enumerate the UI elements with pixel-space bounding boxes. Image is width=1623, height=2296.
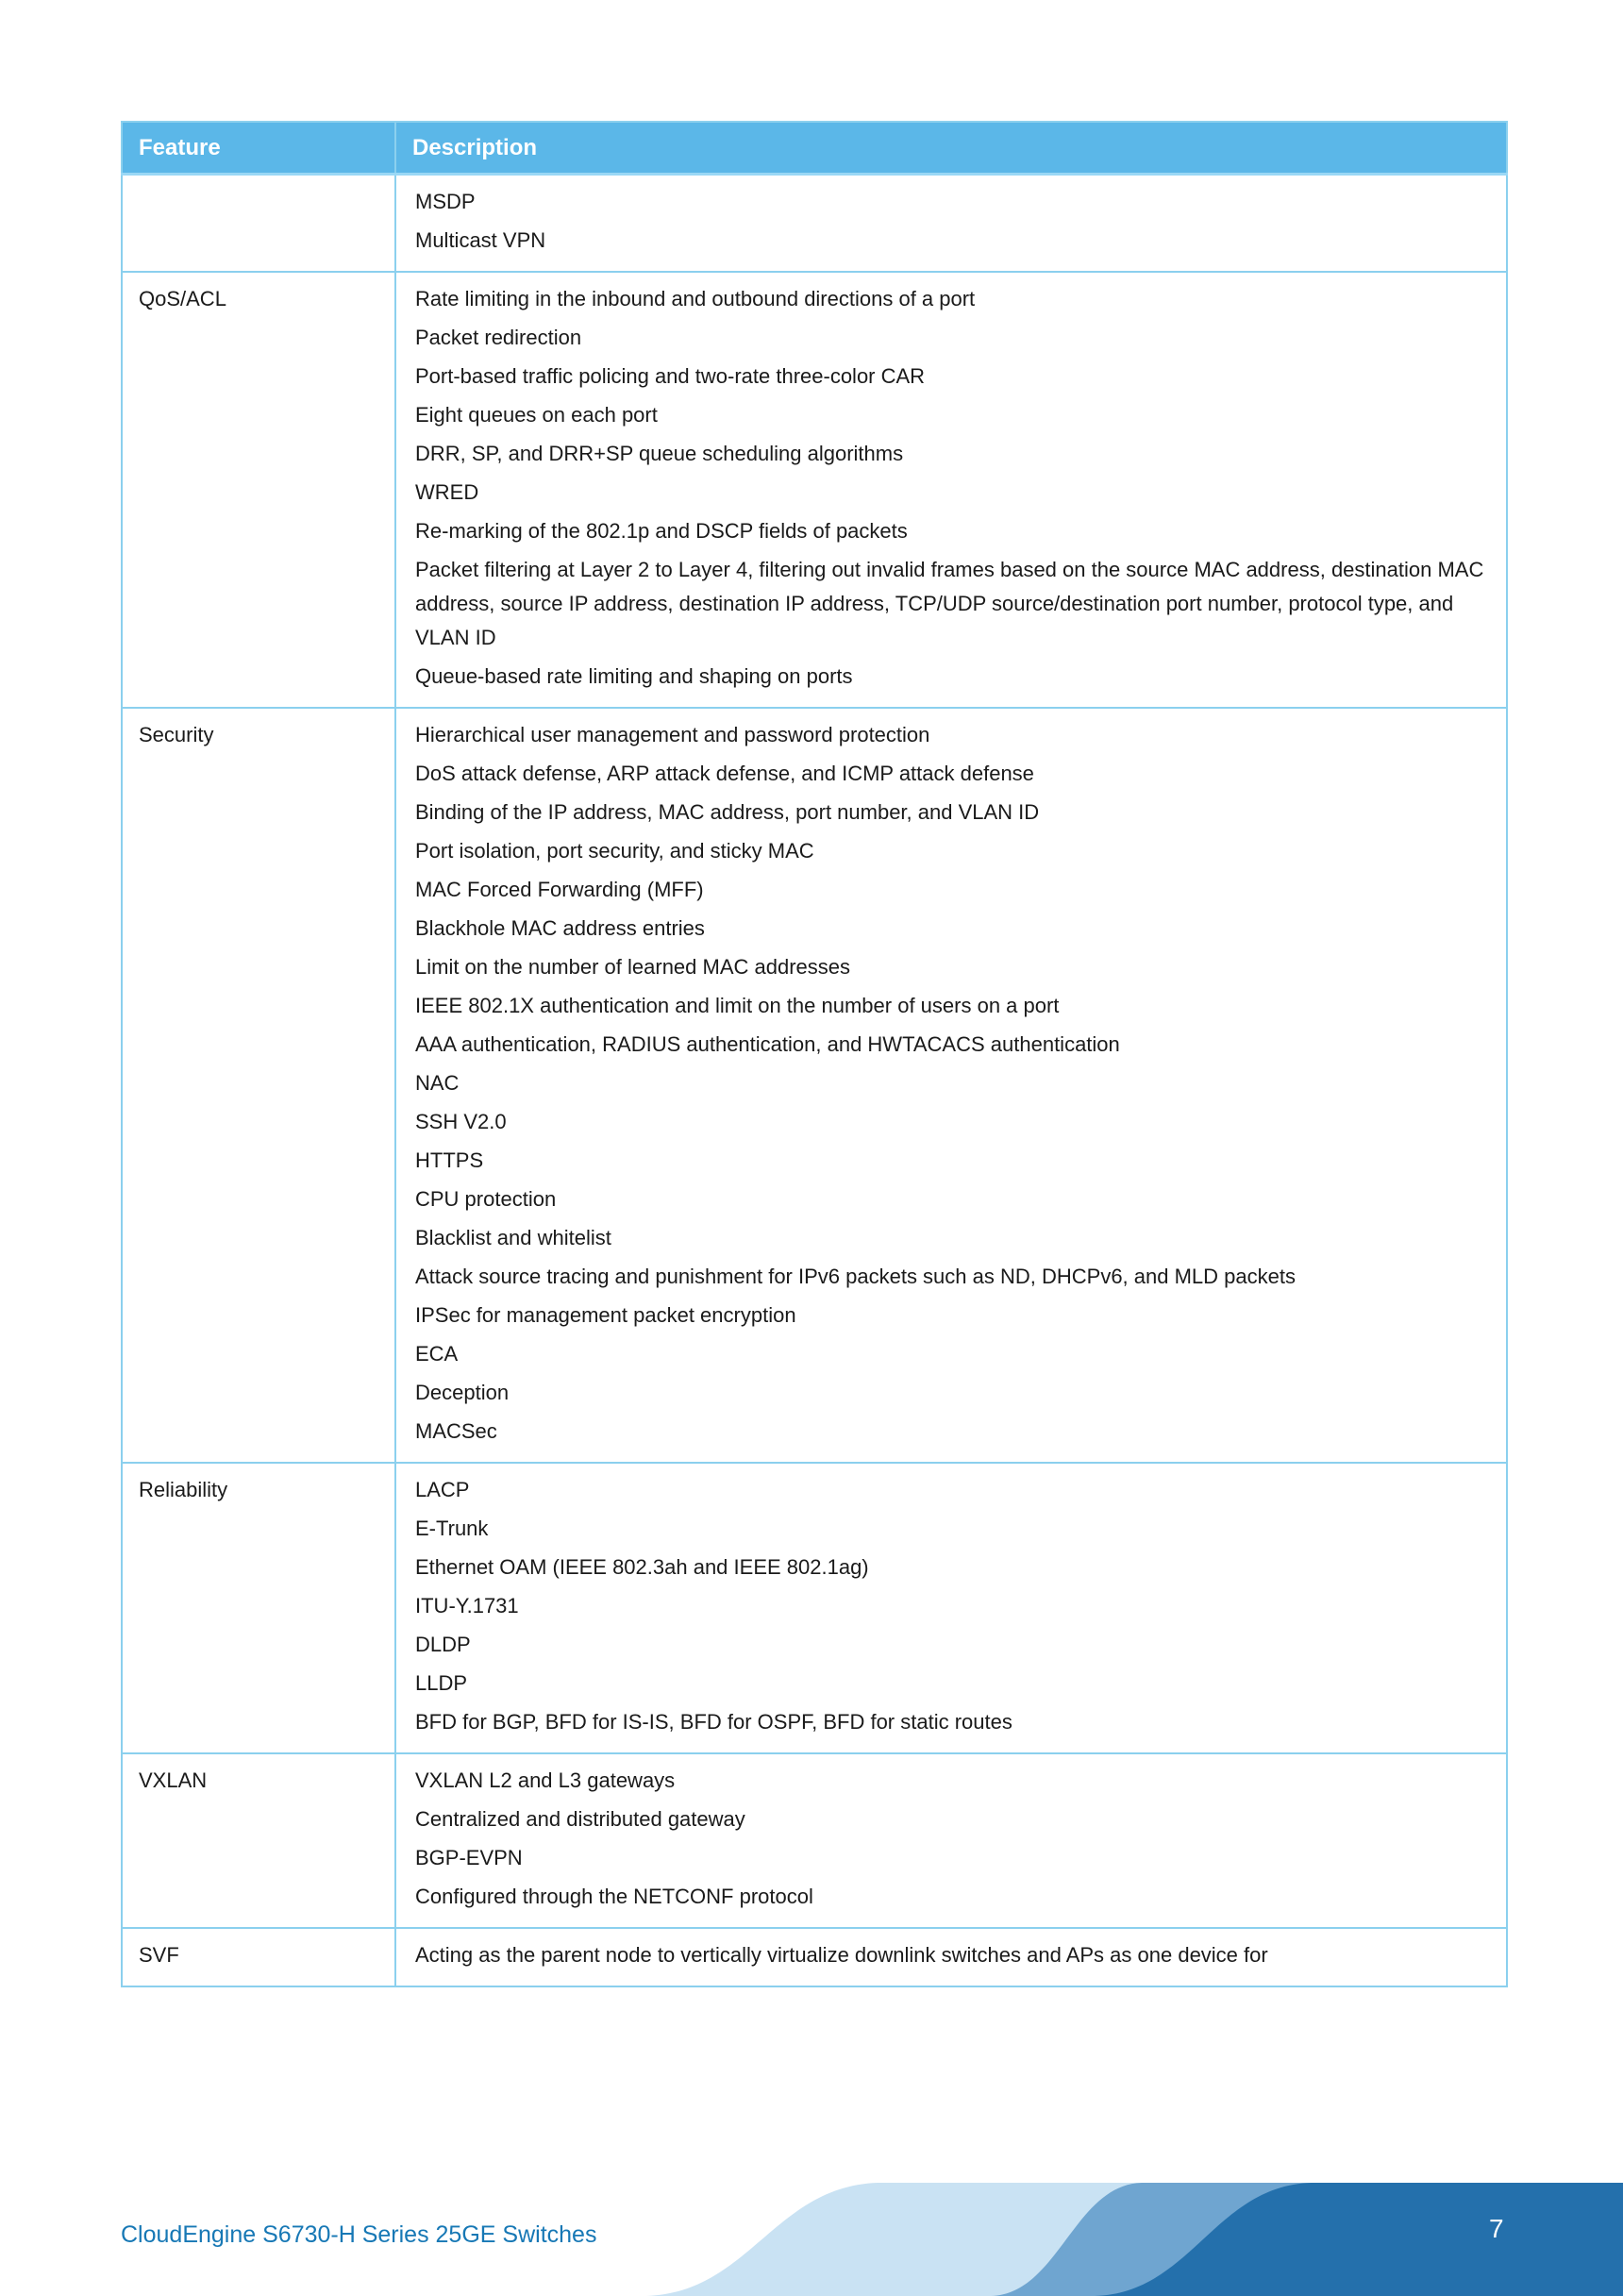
column-header-description: Description xyxy=(395,122,1507,175)
description-item: LACP xyxy=(415,1478,470,1501)
description-item: Ethernet OAM (IEEE 802.3ah and IEEE 802.1ag) xyxy=(415,1555,869,1579)
description-item: WRED xyxy=(415,480,479,504)
description-cell xyxy=(395,708,1507,1463)
description-item: Port-based traffic policing and two-rate three-color CAR xyxy=(415,364,926,388)
description-item: DoS attack defense, ARP attack defense, and ICMP attack defense xyxy=(415,762,1034,785)
description-item: MSDP xyxy=(415,190,476,213)
description-cell xyxy=(395,1463,1507,1753)
description-item: Rate limiting in the inbound and outbound directions of a port xyxy=(415,287,976,310)
description-item: DLDP xyxy=(415,1633,471,1656)
description-item: Acting as the parent node to vertically virtualize downlink switches and APs as one device for xyxy=(415,1943,1268,1967)
description-item: Binding of the IP address, MAC address, port number, and VLAN ID xyxy=(415,800,1040,824)
description-item: Blackhole MAC address entries xyxy=(415,916,705,940)
description-item: NAC xyxy=(415,1071,460,1095)
table-row xyxy=(122,1463,1507,1753)
description-item: E-Trunk xyxy=(415,1517,489,1540)
description-item: HTTPS xyxy=(415,1148,484,1172)
description-item: MAC Forced Forwarding (MFF) xyxy=(415,878,704,901)
feature-cell xyxy=(122,175,395,273)
table-body xyxy=(122,175,1507,1987)
description-item: ECA xyxy=(415,1342,459,1366)
description-item: BGP-EVPN xyxy=(415,1846,523,1869)
description-item: Blacklist and whitelist xyxy=(415,1226,611,1249)
description-item: IEEE 802.1X authentication and limit on the number of users on a port xyxy=(415,994,1060,1017)
description-item: Configured through the NETCONF protocol xyxy=(415,1885,813,1908)
description-item: Attack source tracing and punishment for IPv6 packets such as ND, DHCPv6, and MLD packets xyxy=(415,1265,1296,1288)
description-item: Queue-based rate limiting and shaping on ports xyxy=(415,664,853,688)
description-cell xyxy=(395,272,1507,708)
page-number: 7 xyxy=(1489,2214,1504,2243)
description-cell xyxy=(395,1753,1507,1928)
table-row xyxy=(122,175,1507,273)
description-item: Limit on the number of learned MAC addresses xyxy=(415,955,851,979)
description-item: CPU protection xyxy=(415,1187,557,1211)
description-item: LLDP xyxy=(415,1671,468,1695)
description-item: SSH V2.0 xyxy=(415,1110,507,1133)
description-item: Deception xyxy=(415,1381,510,1404)
table-row xyxy=(122,272,1507,708)
description-item: Eight queues on each port xyxy=(415,403,658,427)
description-item: Multicast VPN xyxy=(415,228,546,252)
footer-document-title: CloudEngine S6730-H Series 25GE Switches xyxy=(121,2221,597,2248)
description-item: Hierarchical user management and password protection xyxy=(415,723,930,746)
description-cell xyxy=(395,1928,1507,1986)
description-item: MACSec xyxy=(415,1419,497,1443)
table-header-row xyxy=(122,122,1507,175)
description-item: Packet redirection xyxy=(415,326,582,349)
description-item: Port isolation, port security, and sticky MAC xyxy=(415,839,814,863)
description-item: VXLAN L2 and L3 gateways xyxy=(415,1768,676,1792)
description-item: Centralized and distributed gateway xyxy=(415,1807,745,1831)
table-row xyxy=(122,1928,1507,1986)
footer-wave-graphic xyxy=(585,2183,1623,2296)
description-item: BFD for BGP, BFD for IS-IS, BFD for OSPF, BFD for static routes xyxy=(415,1710,1012,1734)
description-item: Re-marking of the 802.1p and DSCP fields of packets xyxy=(415,519,908,543)
feature-cell: SVF xyxy=(122,1928,395,1986)
feature-cell: Security xyxy=(122,708,395,1463)
table-row xyxy=(122,708,1507,1463)
description-item: Packet filtering at Layer 2 to Layer 4, filtering out invalid frames based on the source MAC address, destination MAC address, source IP address, destination IP address, TCP/UDP source/destination port number, protocol type, and VLAN ID xyxy=(415,558,1484,649)
feature-table xyxy=(121,121,1508,1987)
feature-cell: Reliability xyxy=(122,1463,395,1753)
description-item: ITU-Y.1731 xyxy=(415,1594,519,1617)
feature-cell: QoS/ACL xyxy=(122,272,395,708)
description-item: AAA authentication, RADIUS authentication, and HWTACACS authentication xyxy=(415,1032,1120,1056)
description-item: IPSec for management packet encryption xyxy=(415,1303,796,1327)
description-item: DRR, SP, and DRR+SP queue scheduling algorithms xyxy=(415,442,904,465)
description-cell xyxy=(395,175,1507,273)
table-row xyxy=(122,1753,1507,1928)
feature-cell: VXLAN xyxy=(122,1753,395,1928)
column-header-feature: Feature xyxy=(122,122,395,175)
